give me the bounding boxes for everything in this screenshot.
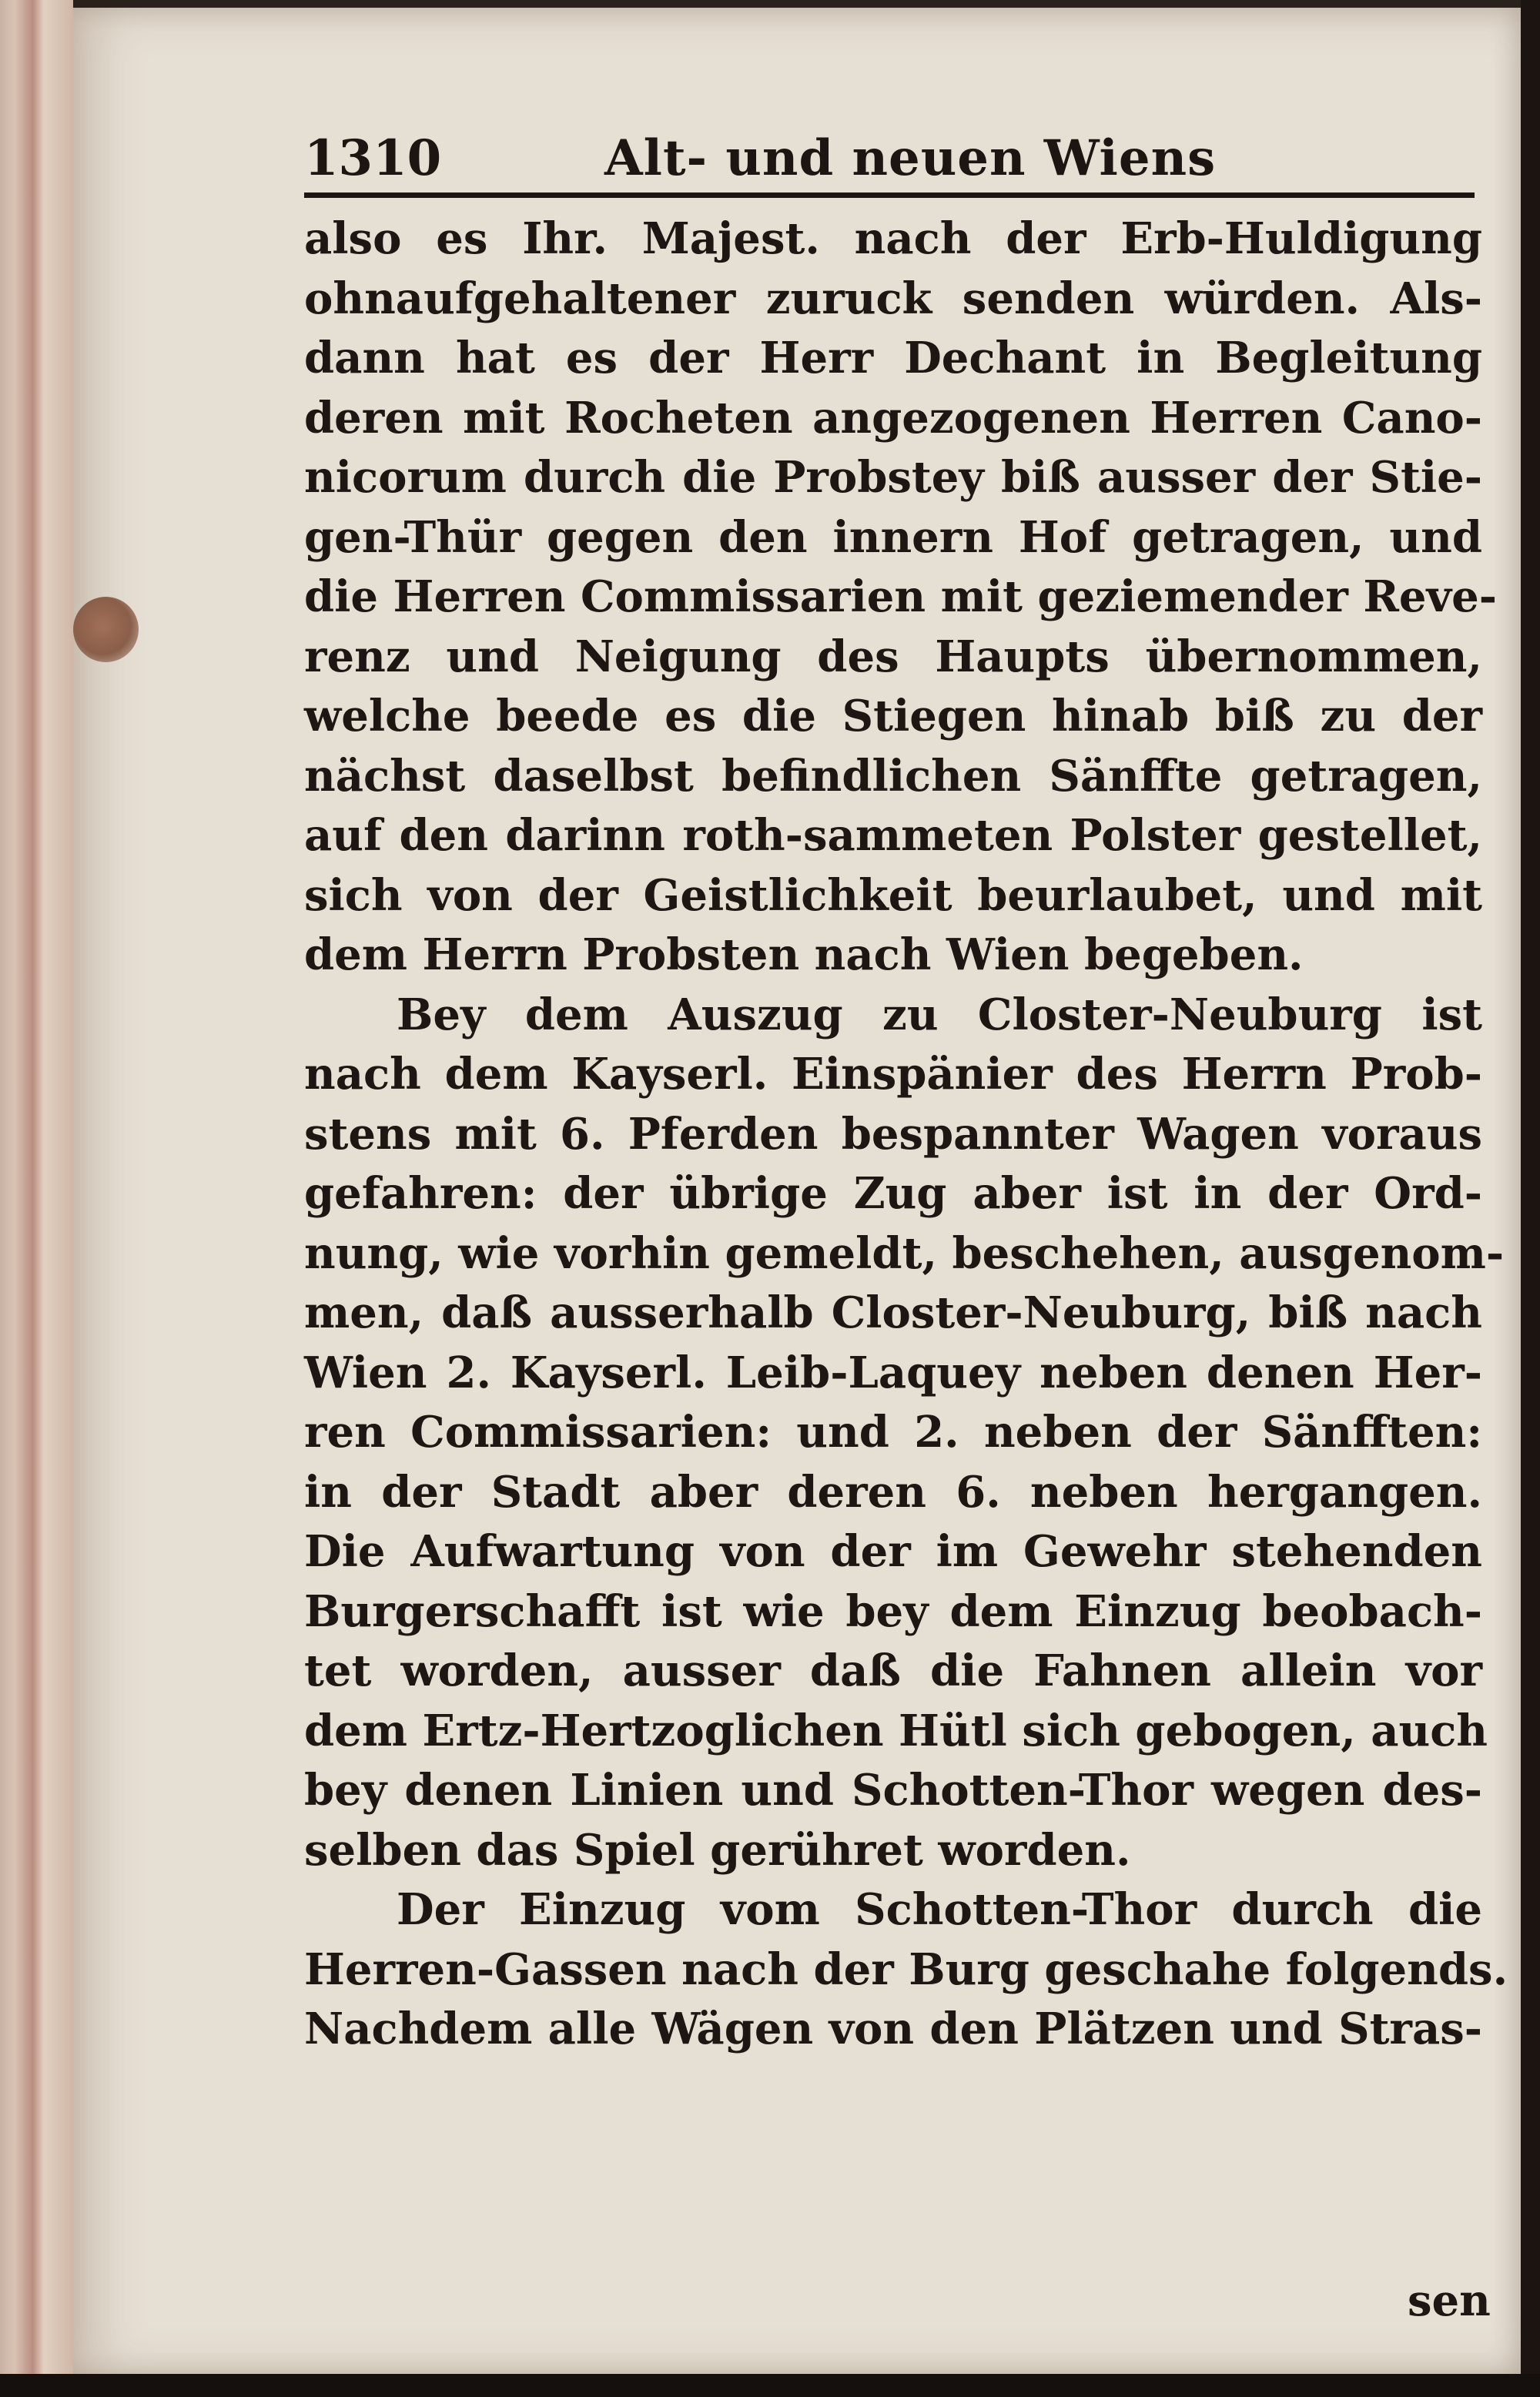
running-title: Alt- und neuen Wiens xyxy=(604,129,1217,187)
text-line: nächst daselbst befindlichen Sänffte getragen, xyxy=(304,750,1482,802)
text-line: stens mit 6. Pferden bespannter Wagen voraus xyxy=(304,1108,1482,1160)
text-line: ohnaufgehaltener zuruck senden würden. Als- xyxy=(304,273,1482,324)
text-line: Der Einzug vom Schotten-Thor durch die xyxy=(397,1884,1482,1935)
text-line: selben das Spiel gerühret worden. xyxy=(304,1824,1131,1876)
text-line: gefahren: der übrige Zug aber ist in der Ord- xyxy=(304,1168,1482,1219)
text-line: Herren-Gassen nach der Burg geschahe folgends. xyxy=(304,1943,1508,1995)
text-line: deren mit Rocheten angezogenen Herren Cano- xyxy=(304,392,1482,444)
text-line: auf den darinn roth-sammeten Polster gestellet, xyxy=(304,810,1482,861)
text-line: dann hat es der Herr Dechant in Begleitung xyxy=(304,333,1482,383)
text-line: Burgerschafft ist wie bey dem Einzug beobach- xyxy=(304,1585,1482,1637)
text-line: Bey dem Auszug zu Closter-Neuburg ist xyxy=(397,989,1482,1040)
text-line: sich von der Geistlichkeit beurlaubet, und mit xyxy=(304,869,1482,921)
text-line: dem Ertz-Hertzoglichen Hütl sich gebogen, auch xyxy=(304,1705,1488,1756)
text-line: gen-Thür gegen den innern Hof getragen, und xyxy=(304,511,1482,563)
text-line: die Herren Commissarien mit geziemender Reve- xyxy=(304,571,1497,622)
text-line: ren Commissarien: und 2. neben der Sänfften: xyxy=(304,1407,1482,1458)
text-line: bey denen Linien und Schotten-Thor wegen des- xyxy=(304,1765,1482,1816)
ink-stain xyxy=(73,597,139,662)
catchword: sen xyxy=(1408,2275,1491,2326)
page-edges xyxy=(0,0,73,2397)
text-line: nung, wie vorhin gemeldt, beschehen, ausgenom- xyxy=(304,1227,1505,1279)
text-line: nicorum durch die Probstey biß ausser der Stie- xyxy=(304,452,1482,503)
scan-border-right xyxy=(1521,0,1540,2397)
scan-border-bottom xyxy=(0,2374,1540,2397)
text-line: welche beede es die Stiegen hinab biß zu der xyxy=(304,691,1482,742)
body-text xyxy=(304,209,1508,2060)
text-line: Die Aufwartung von der im Gewehr stehenden xyxy=(304,1526,1482,1577)
text-line: men, daß ausserhalb Closter-Neuburg, biß nach xyxy=(304,1287,1482,1338)
text-line: also es Ihr. Majest. nach der Erb-Huldigung xyxy=(304,213,1482,264)
text-line: dem Herrn Probsten nach Wien begeben. xyxy=(304,929,1304,980)
text-line: tet worden, ausser daß die Fahnen allein vor xyxy=(304,1645,1482,1696)
page-header xyxy=(304,114,1475,199)
text-line: renz und Neigung des Haupts übernommen, xyxy=(304,631,1482,682)
header-rule xyxy=(304,192,1475,198)
text-line: in der Stadt aber deren 6. neben hergangen. xyxy=(304,1466,1482,1518)
text-line: Nachdem alle Wägen von den Plätzen und Stras- xyxy=(304,2004,1482,2054)
text-line: nach dem Kayserl. Einspänier des Herrn Prob- xyxy=(304,1049,1482,1100)
text-line: Wien 2. Kayserl. Leib-Laquey neben denen Her- xyxy=(304,1347,1482,1398)
page-number: 1310 xyxy=(304,129,442,187)
